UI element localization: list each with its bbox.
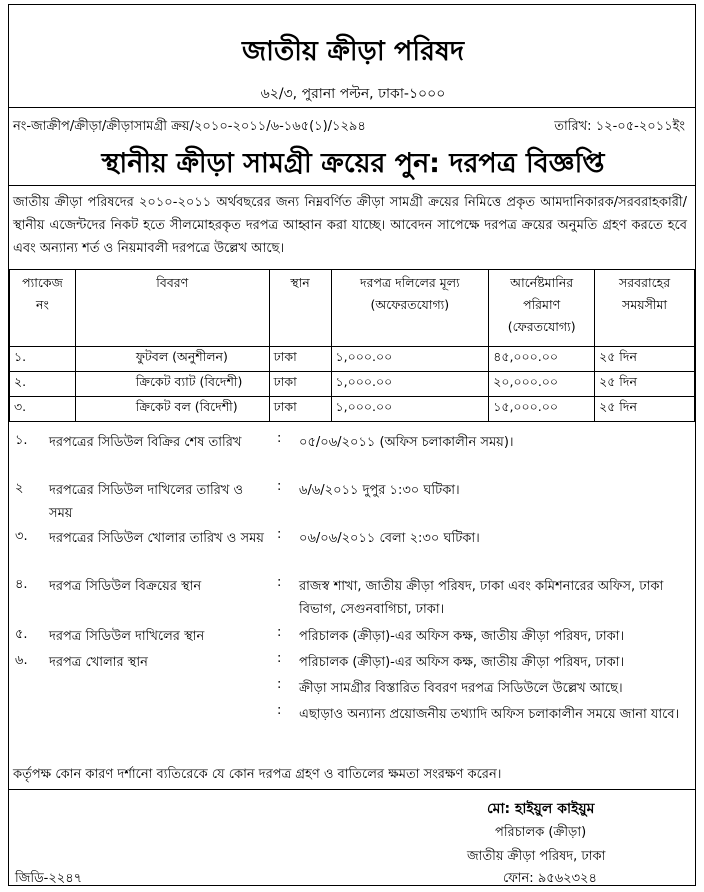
package-table (9, 269, 695, 422)
intro-paragraph: জাতীয় ক্রীড়া পরিষদের ২০১০-২০১১ অর্থবছরের জন্য নিম্নবর্ণিত ক্রীড়া সামগ্রী ক্রয়ের নিমিত্তে প্রকৃত আমদানিকারক/সরবরাহকারী/স্থানীয় এজেন্টদের নিকট হতে সীলমোহরকৃত দরপত্র আহ্বান করা যাচ্ছে। আবেদন সাপেক্ষে দরপত্র ক্রয়ের অনুমতি গ্রহণ করতে হবে এবং অন্যান্য শর্ত ও নিয়মাবলী দরপত্রে উল্লেখ আছে। (13, 195, 687, 256)
condition-value: পরিচালক (ক্রীড়া)-এর অফিস কক্ষ, জাতীয় ক্রীড়া পরিষদ, ঢাকা। (299, 655, 625, 670)
table-row (10, 372, 695, 397)
condition-colon: : (277, 479, 282, 494)
condition-item (9, 431, 695, 479)
header-package: প্যাকেজ নং (10, 270, 76, 347)
cell-delivery: ২৫ দিন (595, 397, 695, 422)
header-earnest: আর্নেষ্টমানির পরিমাণ (ফেরতযোগ্য) (489, 270, 595, 347)
cell-description: ফুটবল (অনুশীলন) (75, 347, 269, 372)
condition-number: ১. (15, 433, 28, 448)
condition-colon: : (277, 575, 282, 590)
condition-item (9, 479, 695, 527)
condition-item (9, 651, 695, 677)
table-header-row (10, 270, 695, 347)
cell-description: ক্রিকেট বল (বিদেশী) (75, 397, 269, 422)
header-delivery: সরবরাহের সময়সীমা (595, 270, 695, 347)
condition-number: ৩. (15, 529, 28, 544)
condition-value: ক্রীড়া সামগ্রীর বিস্তারিত বিবরণ দরপত্র সিডিউলে উল্লেখ আছে। (299, 681, 623, 696)
cell-doc-price: ১,০০০.০০ (331, 347, 489, 372)
condition-colon: : (277, 625, 282, 640)
cell-no: ২. (10, 372, 76, 397)
org-address: ৬২/৩, পুরানা পল্টন, ঢাকা-১০০০ (260, 86, 446, 102)
condition-value: পরিচালক (ক্রীড়া)-এর অফিস কক্ষ, জাতীয় ক্রীড়া পরিষদ, ঢাকা। (299, 629, 625, 644)
signatory-org: জাতীয় ক্রীড়া পরিষদ, ঢাকা (467, 849, 606, 864)
notice-frame (8, 4, 696, 886)
cell-earnest: ৪৫,০০০.০০ (489, 347, 595, 372)
condition-label: দরপত্রের সিডিউল দাখিলের তারিখ ও সময় (49, 483, 244, 521)
condition-item (9, 575, 695, 625)
condition-number: ২ (15, 481, 24, 496)
authority-note: কর্তৃপক্ষ কোন কারণ দর্শানো ব্যতিরেকে যে কোন দরপত্র গ্রহণ ও বাতিলের ক্ষমতা সংরক্ষণ করেন। (13, 767, 502, 782)
condition-value: রাজস্ব শাখা, জাতীয় ক্রীড়া পরিষদ, ঢাকা এবং কমিশনারের অফিস, ঢাকা বিভাগ, সেগুনবাগিচা, ঢাকা। (299, 579, 664, 617)
divider (9, 107, 695, 108)
divider (9, 185, 695, 186)
cell-earnest: ২০,০০০.০০ (489, 372, 595, 397)
condition-label: দরপত্র খোলার স্থান (49, 655, 148, 670)
condition-value: এছাড়াও অন্যান্য প্রয়োজনীয় তথ্যাদি অফিস চলাকালীন সময়ে জানা যাবে। (299, 707, 680, 722)
condition-number: ৪. (15, 577, 28, 592)
condition-colon: : (277, 651, 282, 666)
condition-item (9, 527, 695, 575)
condition-colon: : (277, 677, 282, 692)
condition-number: ৬. (15, 653, 28, 668)
cell-description: ক্রিকেট ব্যাট (বিদেশী) (75, 372, 269, 397)
condition-item (9, 677, 695, 703)
cell-delivery: ২৫ দিন (595, 372, 695, 397)
header-doc-price: দরপত্র দলিলের মূল্য (অফেরতযোগ্য) (331, 270, 489, 347)
cell-place: ঢাকা (269, 397, 331, 422)
cell-doc-price: ১,০০০.০০ (331, 397, 489, 422)
notice-title: স্থানীয় ক্রীড়া সামগ্রী ক্রয়ের পুন: দরপত্র বিজ্ঞপ্তি (101, 148, 605, 179)
signatory-name: মো: হাইয়ুল কাইয়ুম (487, 801, 595, 817)
cell-delivery: ২৫ দিন (595, 347, 695, 372)
condition-label: দরপত্র সিডিউল দাখিলের স্থান (49, 629, 205, 644)
header-place: স্থান (269, 270, 331, 347)
org-title: জাতীয় ক্রীড়া পরিষদ (241, 36, 465, 67)
condition-label: দরপত্র সিডিউল বিক্রয়ের স্থান (49, 579, 202, 594)
divider (9, 789, 695, 790)
condition-label: দরপত্রের সিডিউল খোলার তারিখ ও সময় (49, 531, 264, 546)
condition-item (9, 625, 695, 651)
cell-no: ১. (10, 347, 76, 372)
cell-earnest: ১৫,০০০.০০ (489, 397, 595, 422)
condition-number: ৫. (15, 627, 28, 642)
cell-no: ৩. (10, 397, 76, 422)
condition-colon: : (277, 703, 282, 718)
condition-label: দরপত্রের সিডিউল বিক্রির শেষ তারিখ (49, 435, 242, 450)
condition-value: ০৬/০৬/২০১১ বেলা ২:৩০ ঘটিকা। (299, 531, 480, 546)
cell-doc-price: ১,০০০.০০ (331, 372, 489, 397)
condition-item (9, 703, 695, 751)
condition-colon: : (277, 431, 282, 446)
reference-number: নং-জাক্রীপ/ক্রীড়া/ক্রীড়াসামগ্রী ক্রয়/২০১০-২০১১/৬-১৬৫(১)/১২৯৪ (13, 119, 366, 134)
condition-value: ৬/৬/২০১১ দুপুর ১:৩০ ঘটিকা। (299, 483, 460, 498)
gd-number: জিডি-২২৪৭ (15, 871, 83, 886)
header-description: বিবরণ (75, 270, 269, 347)
table-row (10, 397, 695, 422)
cell-place: ঢাকা (269, 347, 331, 372)
condition-value: ০৫/০৬/২০১১ (অফিস চলাকালীন সময়)। (299, 435, 514, 450)
table-row (10, 347, 695, 372)
signatory-title: পরিচালক (ক্রীড়া) (495, 825, 587, 840)
signatory-phone: ফোন: ৯৫৬২৩২৪ (503, 871, 597, 886)
conditions-list (9, 431, 695, 751)
condition-colon: : (277, 527, 282, 542)
cell-place: ঢাকা (269, 372, 331, 397)
notice-date: তারিখ: ১২-০৫-২০১১ইং (554, 119, 685, 134)
